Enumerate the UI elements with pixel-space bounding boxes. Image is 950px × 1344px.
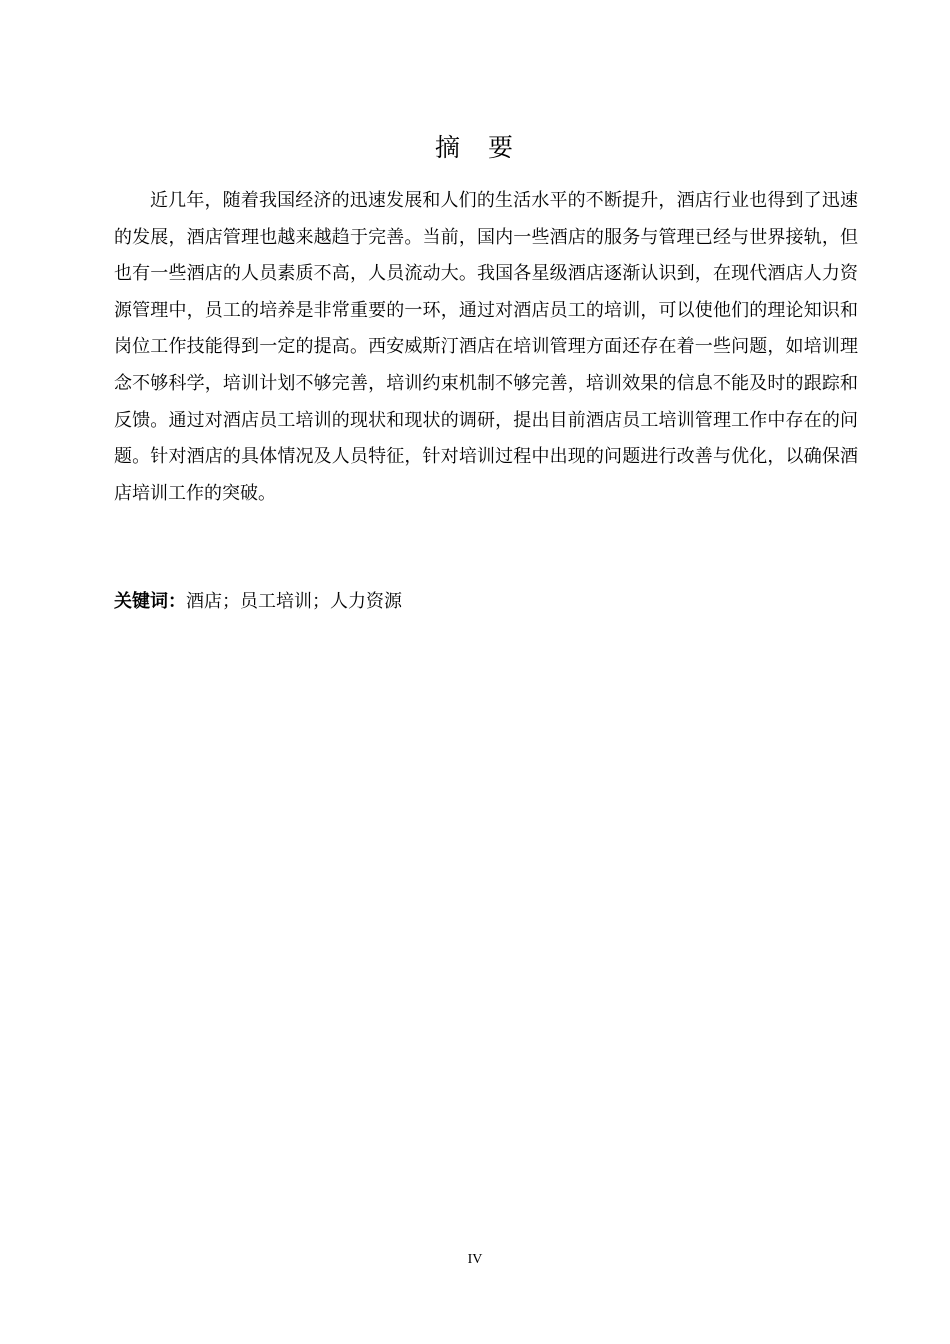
abstract-heading: [0, 128, 950, 168]
heading-char-2: 要: [488, 133, 516, 162]
keywords-value: 酒店；员工培训；人力资源: [186, 591, 402, 612]
keywords-line: [114, 584, 858, 620]
abstract-paragraph: 近几年，随着我国经济的迅速发展和人们的生活水平的不断提升，酒店行业也得到了迅速的发展，酒店管理也越来越趋于完善。当前，国内一些酒店的服务与管理已经与世界接轨，但也有一些酒店的人员素质不高，人员流动大。我国各星级酒店逐渐认识到，在现代酒店人力资源管理中，员工的培养是非常重要的一环，通过对酒店员工的培训，可以使他们的理论知识和岗位工作技能得到一定的提高。西安威斯汀酒店在培训管理方面还存在着一些问题，如培训理念不够科学，培训计划不够完善，培训约束机制不够完善，培训效果的信息不能及时的跟踪和反馈。通过对酒店员工培训的现状和现状的调研，提出目前酒店员工培训管理工作中存在的问题。针对酒店的具体情况及人员特征，针对培训过程中出现的问题进行改善与优化，以确保酒店培训工作的突破。: [114, 190, 858, 504]
heading-char-1: 摘: [434, 133, 462, 162]
keywords-label: 关键词：: [114, 591, 186, 612]
page-number: IV: [467, 1252, 483, 1267]
